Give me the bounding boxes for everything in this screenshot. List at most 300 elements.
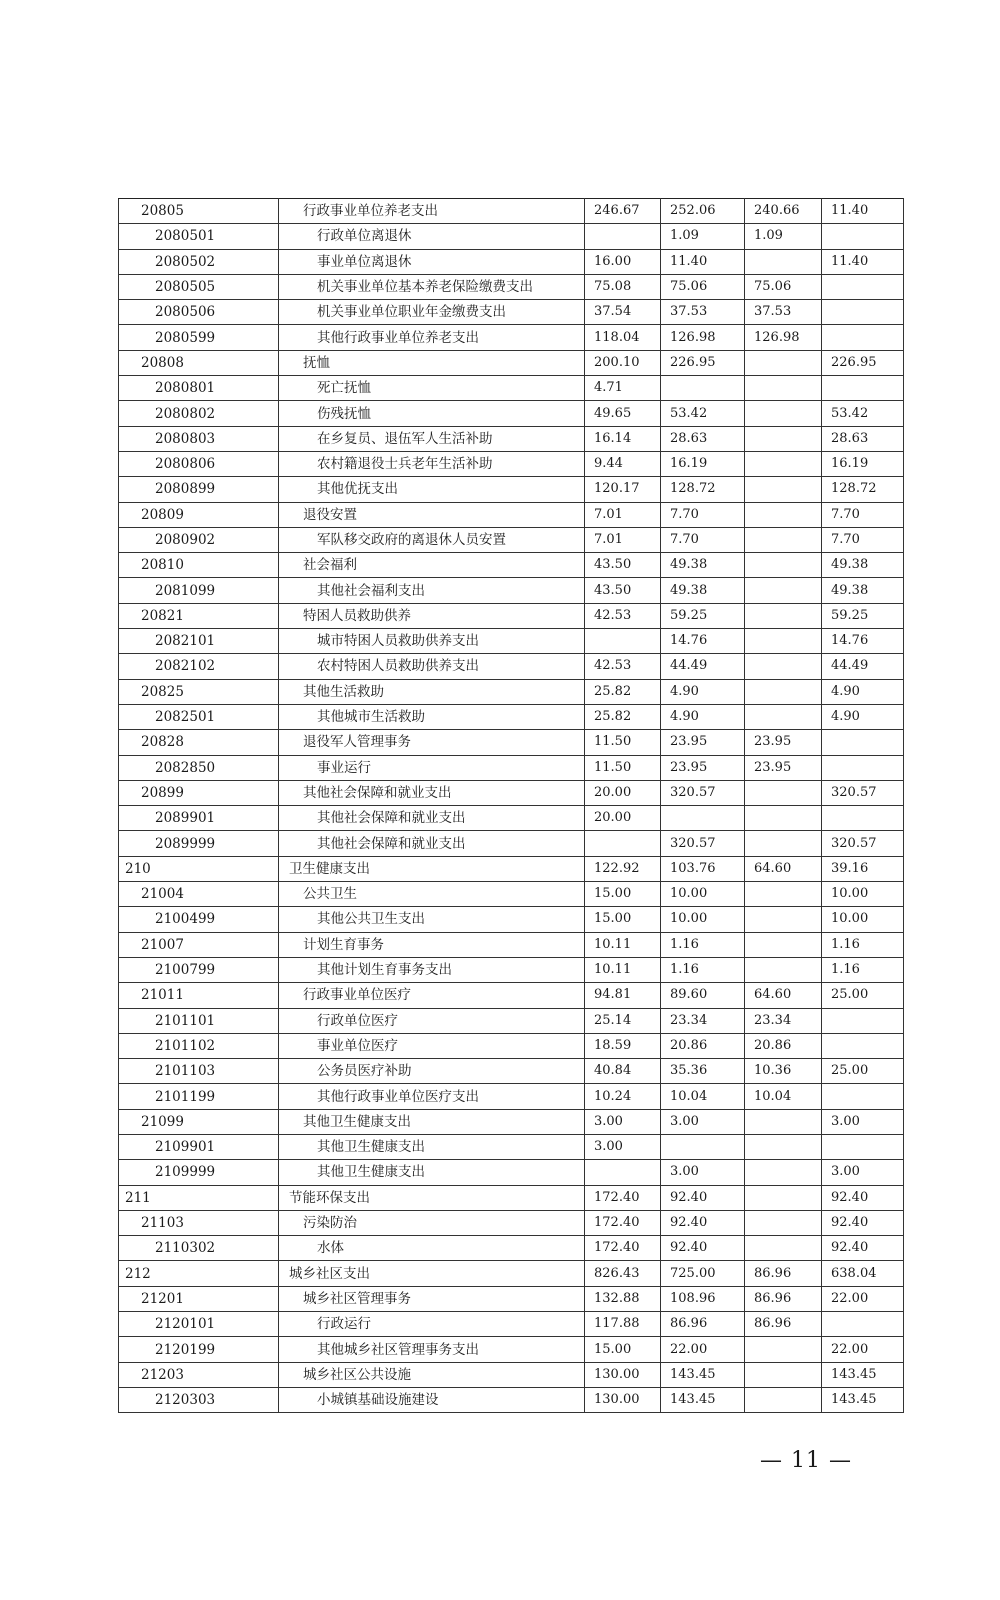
row-value-cell: [822, 1134, 904, 1159]
row-value-cell: 1.16: [822, 957, 904, 982]
row-name-cell: 其他行政事业单位养老支出: [279, 325, 585, 350]
row-value-cell: 320.57: [661, 831, 745, 856]
table-row: [119, 629, 904, 654]
row-value-cell: 11.40: [661, 249, 745, 274]
row-value-cell: [822, 755, 904, 780]
row-code-cell: 2080802: [119, 401, 279, 426]
row-code-cell: 2100499: [119, 907, 279, 932]
row-name-cell: 社会福利: [279, 553, 585, 578]
table-row: [119, 502, 904, 527]
row-value-cell: 4.71: [585, 376, 661, 401]
row-value-cell: 3.00: [822, 1109, 904, 1134]
row-name-cell: 死亡抚恤: [279, 376, 585, 401]
row-code-cell: 20805: [119, 199, 279, 224]
table-row: [119, 806, 904, 831]
row-name-cell: 农村籍退役士兵老年生活补助: [279, 451, 585, 476]
row-name-cell: 其他计划生育事务支出: [279, 957, 585, 982]
row-code-cell: 2080501: [119, 224, 279, 249]
row-value-cell: [661, 376, 745, 401]
row-value-cell: 4.90: [822, 704, 904, 729]
row-value-cell: 75.08: [585, 274, 661, 299]
row-value-cell: 7.01: [585, 527, 661, 552]
row-value-cell: 3.00: [585, 1109, 661, 1134]
row-value-cell: 44.49: [661, 654, 745, 679]
row-value-cell: 172.40: [585, 1185, 661, 1210]
row-value-cell: 4.90: [661, 679, 745, 704]
table-row: [119, 1210, 904, 1235]
table-row: [119, 603, 904, 628]
row-name-cell: 其他社会保障和就业支出: [279, 831, 585, 856]
row-code-cell: 21099: [119, 1109, 279, 1134]
row-value-cell: 3.00: [661, 1109, 745, 1134]
row-value-cell: [745, 704, 822, 729]
row-value-cell: [585, 224, 661, 249]
row-code-cell: 2080806: [119, 451, 279, 476]
row-value-cell: 25.82: [585, 704, 661, 729]
row-value-cell: [745, 831, 822, 856]
row-value-cell: 23.34: [661, 1008, 745, 1033]
row-value-cell: 226.95: [822, 350, 904, 375]
row-code-cell: 2089999: [119, 831, 279, 856]
row-value-cell: 16.14: [585, 426, 661, 451]
row-value-cell: 92.40: [661, 1185, 745, 1210]
row-value-cell: 10.36: [745, 1059, 822, 1084]
row-value-cell: 4.90: [661, 704, 745, 729]
row-code-cell: 2101199: [119, 1084, 279, 1109]
row-value-cell: 25.00: [822, 983, 904, 1008]
table-body: [119, 199, 904, 1413]
row-name-cell: 事业单位离退休: [279, 249, 585, 274]
row-value-cell: 128.72: [822, 477, 904, 502]
table-row: [119, 957, 904, 982]
row-name-cell: 其他生活救助: [279, 679, 585, 704]
row-value-cell: 43.50: [585, 553, 661, 578]
row-value-cell: [822, 300, 904, 325]
row-value-cell: 10.04: [661, 1084, 745, 1109]
row-value-cell: 20.86: [661, 1033, 745, 1058]
row-value-cell: 94.81: [585, 983, 661, 1008]
table-row: [119, 477, 904, 502]
row-value-cell: 20.86: [745, 1033, 822, 1058]
row-value-cell: [745, 1134, 822, 1159]
row-value-cell: [745, 1109, 822, 1134]
row-value-cell: 122.92: [585, 856, 661, 881]
row-name-cell: 其他优抚支出: [279, 477, 585, 502]
row-code-cell: 21004: [119, 882, 279, 907]
row-code-cell: 2120199: [119, 1337, 279, 1362]
row-code-cell: 20825: [119, 679, 279, 704]
row-value-cell: 15.00: [585, 882, 661, 907]
row-code-cell: 20808: [119, 350, 279, 375]
row-value-cell: 143.45: [661, 1362, 745, 1387]
row-value-cell: [745, 527, 822, 552]
row-value-cell: 126.98: [745, 325, 822, 350]
row-value-cell: 7.70: [661, 527, 745, 552]
table-row: [119, 1109, 904, 1134]
row-value-cell: 44.49: [822, 654, 904, 679]
row-value-cell: 49.38: [822, 553, 904, 578]
row-code-cell: 20899: [119, 780, 279, 805]
row-value-cell: [745, 401, 822, 426]
row-value-cell: [822, 274, 904, 299]
row-value-cell: 320.57: [661, 780, 745, 805]
table-row: [119, 780, 904, 805]
table-row: [119, 1312, 904, 1337]
row-code-cell: 2080502: [119, 249, 279, 274]
table-row: [119, 199, 904, 224]
table-row: [119, 679, 904, 704]
row-value-cell: 240.66: [745, 199, 822, 224]
row-code-cell: 21007: [119, 932, 279, 957]
row-name-cell: 行政事业单位医疗: [279, 983, 585, 1008]
row-code-cell: 2109999: [119, 1160, 279, 1185]
row-value-cell: 10.11: [585, 957, 661, 982]
row-value-cell: [745, 679, 822, 704]
row-value-cell: 130.00: [585, 1362, 661, 1387]
row-value-cell: 108.96: [661, 1286, 745, 1311]
row-code-cell: 2120303: [119, 1387, 279, 1412]
row-value-cell: 25.14: [585, 1008, 661, 1033]
row-value-cell: 120.17: [585, 477, 661, 502]
row-value-cell: 28.63: [822, 426, 904, 451]
row-value-cell: 1.16: [661, 932, 745, 957]
table-row: [119, 1261, 904, 1286]
row-value-cell: 25.82: [585, 679, 661, 704]
row-code-cell: 20810: [119, 553, 279, 578]
row-value-cell: 7.01: [585, 502, 661, 527]
row-value-cell: 320.57: [822, 780, 904, 805]
row-name-cell: 城乡社区管理事务: [279, 1286, 585, 1311]
row-value-cell: 1.16: [661, 957, 745, 982]
row-value-cell: 22.00: [822, 1286, 904, 1311]
row-value-cell: 246.67: [585, 199, 661, 224]
table-row: [119, 553, 904, 578]
row-code-cell: 2101101: [119, 1008, 279, 1033]
row-value-cell: 128.72: [661, 477, 745, 502]
row-value-cell: 59.25: [661, 603, 745, 628]
row-code-cell: 2082102: [119, 654, 279, 679]
row-code-cell: 2080803: [119, 426, 279, 451]
table-row: [119, 932, 904, 957]
table-row: [119, 983, 904, 1008]
row-name-cell: 行政单位医疗: [279, 1008, 585, 1033]
row-value-cell: [745, 578, 822, 603]
row-value-cell: 143.45: [822, 1362, 904, 1387]
table-row: [119, 1033, 904, 1058]
row-value-cell: 1.16: [822, 932, 904, 957]
row-value-cell: 89.60: [661, 983, 745, 1008]
row-value-cell: [745, 780, 822, 805]
row-name-cell: 其他城乡社区管理事务支出: [279, 1337, 585, 1362]
row-value-cell: 143.45: [822, 1387, 904, 1412]
table-row: [119, 1160, 904, 1185]
row-value-cell: 25.00: [822, 1059, 904, 1084]
table-row: [119, 350, 904, 375]
row-value-cell: 49.38: [822, 578, 904, 603]
row-value-cell: 10.04: [745, 1084, 822, 1109]
row-value-cell: [745, 882, 822, 907]
table-row: [119, 882, 904, 907]
row-value-cell: 75.06: [745, 274, 822, 299]
row-value-cell: 40.84: [585, 1059, 661, 1084]
row-value-cell: [822, 224, 904, 249]
table-row: [119, 451, 904, 476]
row-value-cell: 9.44: [585, 451, 661, 476]
row-value-cell: 200.10: [585, 350, 661, 375]
row-name-cell: 退役军人管理事务: [279, 730, 585, 755]
row-value-cell: [745, 806, 822, 831]
row-value-cell: [822, 1008, 904, 1033]
row-name-cell: 其他卫生健康支出: [279, 1109, 585, 1134]
row-value-cell: [745, 603, 822, 628]
row-value-cell: [745, 1160, 822, 1185]
row-code-cell: 21011: [119, 983, 279, 1008]
row-value-cell: [745, 553, 822, 578]
table-row: [119, 300, 904, 325]
row-name-cell: 其他社会福利支出: [279, 578, 585, 603]
row-value-cell: 10.24: [585, 1084, 661, 1109]
row-value-cell: [745, 502, 822, 527]
row-value-cell: 92.40: [661, 1236, 745, 1261]
row-value-cell: 23.34: [745, 1008, 822, 1033]
row-code-cell: 2100799: [119, 957, 279, 982]
row-value-cell: [661, 1134, 745, 1159]
row-value-cell: 7.70: [822, 502, 904, 527]
table-row: [119, 224, 904, 249]
table-row: [119, 1362, 904, 1387]
row-name-cell: 城乡社区支出: [279, 1261, 585, 1286]
row-name-cell: 特困人员救助供养: [279, 603, 585, 628]
row-name-cell: 军队移交政府的离退休人员安置: [279, 527, 585, 552]
row-value-cell: 53.42: [661, 401, 745, 426]
row-value-cell: 11.50: [585, 730, 661, 755]
table-row: [119, 1084, 904, 1109]
row-value-cell: 16.19: [822, 451, 904, 476]
row-code-cell: 2080801: [119, 376, 279, 401]
row-code-cell: 2089901: [119, 806, 279, 831]
row-value-cell: 15.00: [585, 907, 661, 932]
table-row: [119, 704, 904, 729]
row-value-cell: 18.59: [585, 1033, 661, 1058]
row-name-cell: 机关事业单位职业年金缴费支出: [279, 300, 585, 325]
row-code-cell: 21203: [119, 1362, 279, 1387]
row-value-cell: 42.53: [585, 603, 661, 628]
row-value-cell: 92.40: [822, 1210, 904, 1235]
row-value-cell: [745, 376, 822, 401]
row-code-cell: 2081099: [119, 578, 279, 603]
row-value-cell: 1.09: [661, 224, 745, 249]
row-value-cell: 86.96: [745, 1261, 822, 1286]
row-code-cell: 21201: [119, 1286, 279, 1311]
row-value-cell: 15.00: [585, 1337, 661, 1362]
row-value-cell: 10.00: [661, 907, 745, 932]
row-name-cell: 污染防治: [279, 1210, 585, 1235]
row-value-cell: 10.11: [585, 932, 661, 957]
row-name-cell: 水体: [279, 1236, 585, 1261]
row-name-cell: 其他社会保障和就业支出: [279, 806, 585, 831]
row-value-cell: 92.40: [822, 1185, 904, 1210]
row-value-cell: [745, 1236, 822, 1261]
row-code-cell: 2082101: [119, 629, 279, 654]
table-row: [119, 1286, 904, 1311]
row-name-cell: 其他社会保障和就业支出: [279, 780, 585, 805]
row-value-cell: 86.96: [745, 1312, 822, 1337]
table-row: [119, 1008, 904, 1033]
row-value-cell: 20.00: [585, 780, 661, 805]
table-row: [119, 325, 904, 350]
row-value-cell: 7.70: [661, 502, 745, 527]
row-value-cell: 130.00: [585, 1387, 661, 1412]
row-value-cell: [745, 957, 822, 982]
row-name-cell: 城市特困人员救助供养支出: [279, 629, 585, 654]
row-value-cell: 37.53: [745, 300, 822, 325]
row-code-cell: 2101103: [119, 1059, 279, 1084]
row-value-cell: 117.88: [585, 1312, 661, 1337]
row-name-cell: 城乡社区公共设施: [279, 1362, 585, 1387]
row-name-cell: 小城镇基础设施建设: [279, 1387, 585, 1412]
row-name-cell: 计划生育事务: [279, 932, 585, 957]
row-value-cell: 43.50: [585, 578, 661, 603]
row-name-cell: 节能环保支出: [279, 1185, 585, 1210]
row-value-cell: 28.63: [661, 426, 745, 451]
row-value-cell: 10.00: [822, 882, 904, 907]
row-value-cell: 23.95: [661, 730, 745, 755]
row-value-cell: 22.00: [661, 1337, 745, 1362]
row-value-cell: [822, 1084, 904, 1109]
table-row: [119, 831, 904, 856]
row-value-cell: 226.95: [661, 350, 745, 375]
table-row: [119, 401, 904, 426]
row-value-cell: 42.53: [585, 654, 661, 679]
row-name-cell: 公务员医疗补助: [279, 1059, 585, 1084]
table-row: [119, 1185, 904, 1210]
row-code-cell: 212: [119, 1261, 279, 1286]
row-value-cell: 86.96: [661, 1312, 745, 1337]
row-name-cell: 事业运行: [279, 755, 585, 780]
table-row: [119, 907, 904, 932]
row-code-cell: 2080506: [119, 300, 279, 325]
row-value-cell: 14.76: [661, 629, 745, 654]
row-value-cell: 3.00: [585, 1134, 661, 1159]
row-value-cell: [745, 249, 822, 274]
row-value-cell: 103.76: [661, 856, 745, 881]
row-value-cell: 39.16: [822, 856, 904, 881]
row-code-cell: 211: [119, 1185, 279, 1210]
row-code-cell: 2082850: [119, 755, 279, 780]
row-name-cell: 行政单位离退休: [279, 224, 585, 249]
row-value-cell: 3.00: [822, 1160, 904, 1185]
row-name-cell: 行政事业单位养老支出: [279, 199, 585, 224]
row-value-cell: 59.25: [822, 603, 904, 628]
row-value-cell: [745, 654, 822, 679]
table-row: [119, 1337, 904, 1362]
row-value-cell: 132.88: [585, 1286, 661, 1311]
row-code-cell: 210: [119, 856, 279, 881]
table-row: [119, 1134, 904, 1159]
row-value-cell: [745, 477, 822, 502]
row-value-cell: 172.40: [585, 1236, 661, 1261]
row-value-cell: 20.00: [585, 806, 661, 831]
row-name-cell: 农村特困人员救助供养支出: [279, 654, 585, 679]
row-value-cell: 1.09: [745, 224, 822, 249]
row-value-cell: [822, 730, 904, 755]
row-name-cell: 抚恤: [279, 350, 585, 375]
row-name-cell: 其他行政事业单位医疗支出: [279, 1084, 585, 1109]
row-value-cell: 143.45: [661, 1387, 745, 1412]
row-value-cell: 10.00: [661, 882, 745, 907]
table-row: [119, 578, 904, 603]
row-value-cell: [585, 629, 661, 654]
row-value-cell: 49.65: [585, 401, 661, 426]
row-code-cell: 2120101: [119, 1312, 279, 1337]
row-value-cell: 22.00: [822, 1337, 904, 1362]
table-row: [119, 1059, 904, 1084]
row-code-cell: 20821: [119, 603, 279, 628]
row-value-cell: 725.00: [661, 1261, 745, 1286]
row-value-cell: 16.00: [585, 249, 661, 274]
table-row: [119, 1236, 904, 1261]
row-value-cell: 252.06: [661, 199, 745, 224]
budget-expenditure-table: [118, 198, 904, 1413]
row-code-cell: 2109901: [119, 1134, 279, 1159]
row-name-cell: 卫生健康支出: [279, 856, 585, 881]
row-value-cell: 172.40: [585, 1210, 661, 1235]
row-value-cell: [745, 1387, 822, 1412]
row-code-cell: 2110302: [119, 1236, 279, 1261]
table-row: [119, 426, 904, 451]
row-value-cell: [745, 1362, 822, 1387]
row-value-cell: [822, 376, 904, 401]
row-value-cell: 11.50: [585, 755, 661, 780]
row-name-cell: 退役安置: [279, 502, 585, 527]
row-value-cell: [585, 831, 661, 856]
row-code-cell: 2080599: [119, 325, 279, 350]
row-name-cell: 机关事业单位基本养老保险缴费支出: [279, 274, 585, 299]
row-value-cell: 23.95: [661, 755, 745, 780]
row-name-cell: 事业单位医疗: [279, 1033, 585, 1058]
row-value-cell: 826.43: [585, 1261, 661, 1286]
row-value-cell: 92.40: [661, 1210, 745, 1235]
row-value-cell: [822, 806, 904, 831]
row-value-cell: 86.96: [745, 1286, 822, 1311]
row-value-cell: [745, 629, 822, 654]
row-code-cell: 2080902: [119, 527, 279, 552]
row-value-cell: [585, 1160, 661, 1185]
row-value-cell: [745, 1337, 822, 1362]
row-value-cell: [745, 426, 822, 451]
row-code-cell: 21103: [119, 1210, 279, 1235]
row-value-cell: 7.70: [822, 527, 904, 552]
row-code-cell: 2101102: [119, 1033, 279, 1058]
row-value-cell: 35.36: [661, 1059, 745, 1084]
row-value-cell: [822, 1033, 904, 1058]
row-value-cell: [745, 1210, 822, 1235]
row-code-cell: 2080505: [119, 274, 279, 299]
row-name-cell: 其他卫生健康支出: [279, 1134, 585, 1159]
table-row: [119, 274, 904, 299]
row-value-cell: 11.40: [822, 249, 904, 274]
row-value-cell: 320.57: [822, 831, 904, 856]
row-value-cell: 118.04: [585, 325, 661, 350]
row-value-cell: 49.38: [661, 553, 745, 578]
row-value-cell: [745, 350, 822, 375]
row-value-cell: 4.90: [822, 679, 904, 704]
row-value-cell: 49.38: [661, 578, 745, 603]
row-code-cell: 20828: [119, 730, 279, 755]
row-value-cell: 37.53: [661, 300, 745, 325]
row-value-cell: [745, 451, 822, 476]
row-value-cell: 3.00: [661, 1160, 745, 1185]
